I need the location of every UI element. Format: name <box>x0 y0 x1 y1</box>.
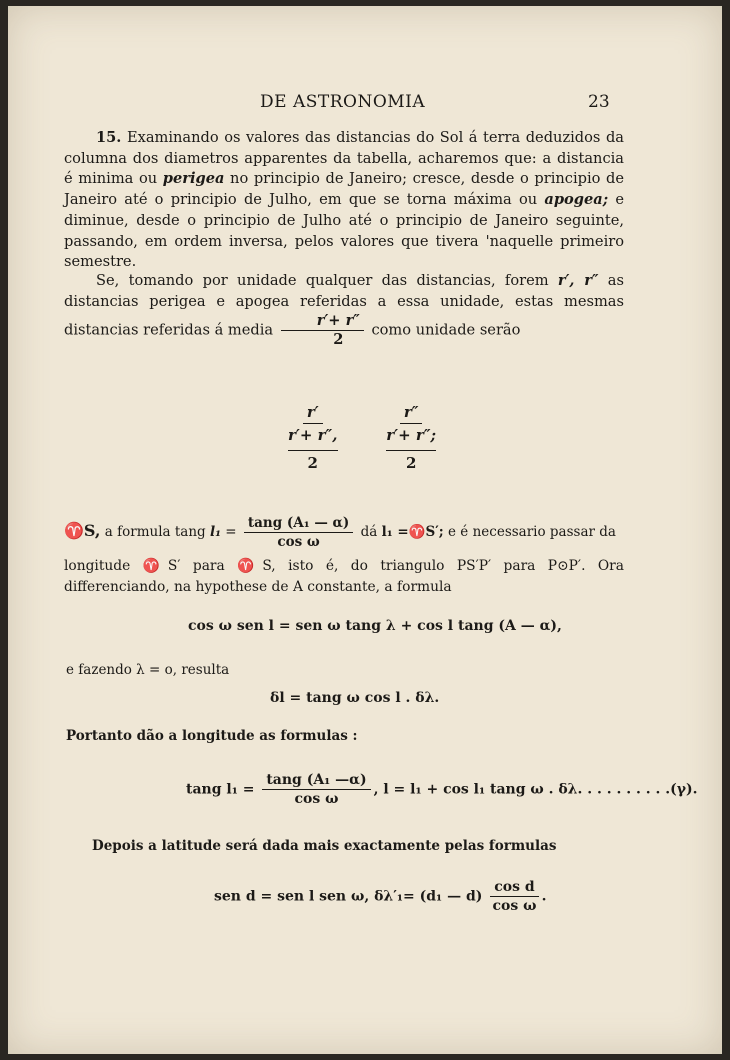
longitude-paragraph <box>64 556 624 597</box>
equation-4-den: cos ω <box>492 898 537 914</box>
equation-4 <box>214 878 547 915</box>
paragraph-number: 15. <box>96 129 122 146</box>
formula-line-text-b: dá <box>360 524 382 540</box>
paragraph-15-text-a: Examinando os valores das distancias do Sol á terra deduzidos da columna dos diametros apparentes da tabella, acharemos que: a distancia é minima ou <box>64 129 624 188</box>
portanto-line: Portanto dão a longitude as formulas : <box>66 728 358 744</box>
equation-4-fraction <box>490 878 538 915</box>
formula-line-text-c: l₁ =♈S′; <box>381 524 444 540</box>
equation-3-lhs: tang l₁ = <box>186 781 255 798</box>
media-fraction <box>281 312 364 349</box>
depois-line: Depois a latitude será dada mais exactamente pelas formulas <box>92 838 557 854</box>
ratio-2-sep: ; <box>430 426 437 444</box>
paragraph-se-text-b: as distancias perigea e apogea referidas a essa unidade, estas mesmas distancias referidas á media <box>64 272 624 339</box>
ratio-fractions <box>266 401 458 475</box>
formula-line <box>64 514 616 551</box>
ratio-2-num: r″ <box>400 401 423 424</box>
ratio-fraction-2 <box>386 401 436 475</box>
equation-3-den: cos ω <box>294 791 339 807</box>
page-number: 23 <box>588 92 610 112</box>
equation-3-rhs: , l = l₁ + cos l₁ tang ω . δλ. . . . . . . . . .(γ). <box>373 781 698 798</box>
ratio-1-den: r′+ r″ <box>288 426 333 444</box>
equation-4-end: . <box>541 888 547 905</box>
fazendo-line: e fazendo λ = o, resulta <box>66 662 230 678</box>
equation-4-num: cos d <box>490 878 538 897</box>
paragraph-se-text-c: como unidade serão <box>371 321 521 339</box>
formula-fraction <box>244 514 353 551</box>
formula-fraction-den: cos ω <box>277 534 320 550</box>
ratio-fraction-1 <box>288 401 338 475</box>
ratio-1-sep: , <box>332 426 338 444</box>
ratio-1-two: 2 <box>307 454 318 472</box>
equation-3 <box>186 771 697 808</box>
term-perigea: perigea <box>162 170 225 188</box>
aries-s-symbol: ♈S, <box>64 521 101 540</box>
ratio-2-two: 2 <box>405 454 417 472</box>
ratio-2-den: r′+ r″ <box>386 426 431 444</box>
longitude-text: longitude ♈S′ para ♈S, isto é, do triangulo PS′P′ para P⊙P′. Ora differenciando, na hypothese de A constante, a formula <box>64 558 624 595</box>
header-title: DE ASTRONOMIA <box>260 92 426 112</box>
paragraph-se-text-a: Se, tomando por unidade qualquer das distancias, forem <box>96 272 558 289</box>
ratio-1-num: r′ <box>303 401 323 424</box>
formula-fraction-num: tang (A₁ — α) <box>244 514 353 533</box>
paragraph-se <box>64 271 624 349</box>
equation-2: δl = tang ω cos l . δλ. <box>270 690 440 706</box>
formula-line-text-d: e é necessario passar da <box>443 524 616 540</box>
formula-eq: = <box>221 524 241 540</box>
symbols-r: r′, r″ <box>557 272 599 289</box>
equation-4-lhs: sen d = sen l sen ω, δλ′₁= (d₁ — d) <box>214 888 483 905</box>
book-page <box>8 6 722 1054</box>
term-apogea: apogea; <box>544 191 609 209</box>
media-fraction-den: 2 <box>333 331 344 349</box>
equation-3-fraction <box>262 771 370 808</box>
equation-1: cos ω sen l = sen ω tang λ + cos l tang (A — α), <box>188 618 562 634</box>
formula-line-text-a: a formula tang <box>100 524 210 540</box>
equation-3-num: tang (A₁ —α) <box>262 771 370 790</box>
paragraph-15-text-b: no principio de Janeiro; cresce, desde o principio de Janeiro até o principio de Julho, em que se torna máxima ou <box>64 170 624 209</box>
paragraph-15-text-c: e diminue, desde o principio de Julho até o principio de Janeiro seguinte, passando, em ordem inversa, pelos valores que tivera 'naquelle primeiro semestre. <box>64 191 624 271</box>
formula-l1: l₁ <box>209 524 221 540</box>
paragraph-15 <box>64 128 624 273</box>
media-fraction-num: r′+ r″ <box>281 312 364 331</box>
